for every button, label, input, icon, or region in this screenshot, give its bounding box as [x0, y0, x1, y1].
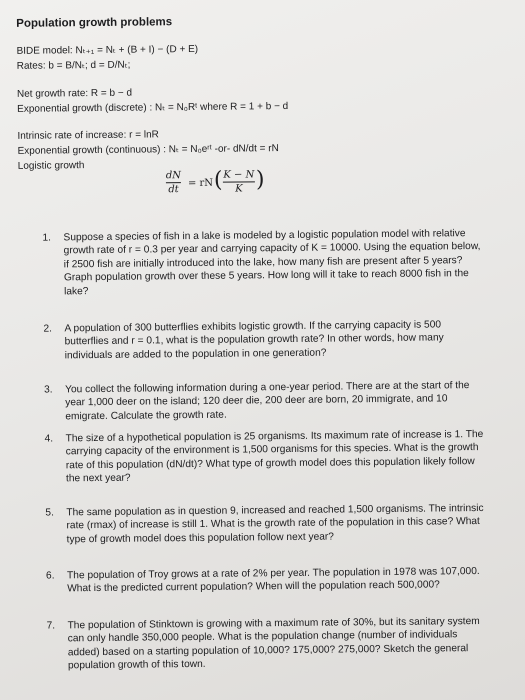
- question-text: The population of Troy grows at a rate of 2% per year. The population in 1978 was 107,000. What is the predicted current population? When will the population reach 500,000?: [66, 566, 480, 595]
- net-growth-formula: Net growth rate: R = b − d: [16, 87, 133, 100]
- question-text: A population of 300 butterflies exhibits logistic growth. If the carrying capacity is 500 butterflies and r = 0.1, what is the population growth rate? In other words, how many individuals are added to the population in one generation?: [64, 319, 444, 362]
- page-title: Population growth problems: [16, 16, 173, 30]
- question-text: The same population as in question 9, increased and reached 1,500 organisms. The intrinsic rate (rmax) of increase is still 1. What is the growth rate of the population in this case? What type of growth model does this population follow next year?: [66, 502, 484, 546]
- logistic-dn: dN: [165, 170, 182, 182]
- question-5: [45, 502, 485, 547]
- exponential-continuous-formula: Exponential growth (continuous) : Nₜ = N₀eʳᵗ -or- dN/dt = rN: [17, 143, 279, 157]
- question-7: [46, 615, 487, 673]
- logistic-dn-dt-fraction: [166, 170, 181, 195]
- question-number: 3.: [44, 384, 53, 396]
- question-text: The size of a hypothetical population is 25 organisms. Its maximum rate of increase is 1. The carrying capacity of the environment is 1,500 organisms for this species. What is the growth rate of this population (dN/dt)? What type of growth model does this population likely follow the next year?: [65, 428, 484, 485]
- logistic-k-minus-n: K − N: [223, 169, 255, 181]
- question-text: Suppose a species of fish in a lake is modeled by a logistic population model with relative growth rate of r = 0.3 per year and carrying capacity of K = 10000. Using the equation below, if 2500 fish are initially introduced into the lake, how many fish are present after 5 years? Graph population growth over these 5 years. How long will it take to reach 8000 fish in the lake?: [63, 228, 481, 297]
- left-paren: (: [213, 167, 223, 193]
- right-paren: ): [255, 167, 265, 193]
- question-1: [42, 227, 483, 299]
- logistic-equals-rn: = rN: [187, 177, 214, 190]
- question-number: 4.: [44, 433, 54, 445]
- question-6: [46, 565, 486, 596]
- logistic-k: K: [235, 183, 243, 195]
- question-number: 1.: [42, 232, 52, 244]
- question-3: [44, 379, 484, 424]
- logistic-growth-label: Logistic growth: [17, 160, 85, 172]
- question-number: 7.: [46, 620, 56, 632]
- question-text: You collect the following information during a one-year period. There are at the start of the year 1,000 deer on the island; 120 deer die, 200 deer are born, 20 immigrate, and 10 emigrate. Calculate the growth rate.: [65, 380, 470, 423]
- question-text: The population of Stinktown is growing with a maximum rate of 30%, but its sanitary system can only handle 350,000 people. What is the population change (number of individuals added) based on a starting population of 10,000? 175,000? 275,000? Sketch the general population growth of this town.: [67, 616, 480, 672]
- logistic-k-fraction: [223, 169, 255, 194]
- question-number: 2.: [43, 323, 53, 335]
- question-2: [43, 318, 483, 363]
- exponential-discrete-formula: Exponential growth (discrete) : Nₜ = N₀Rᵗ where R = 1 + b − d: [17, 100, 289, 115]
- question-4: [45, 428, 486, 486]
- question-number: 6.: [45, 570, 55, 582]
- intrinsic-rate-formula: Intrinsic rate of increase: r = lnR: [17, 129, 159, 142]
- question-number: 5.: [45, 507, 54, 519]
- logistic-dt: dt: [168, 184, 179, 196]
- fraction-bar: [166, 182, 181, 183]
- rates-formula: Rates: b = B/Nₜ; d = D/Nₜ;: [16, 59, 131, 72]
- bide-model-formula: BIDE model: Nₜ₊₁ = Nₜ + (B + I) − (D + E): [16, 43, 199, 57]
